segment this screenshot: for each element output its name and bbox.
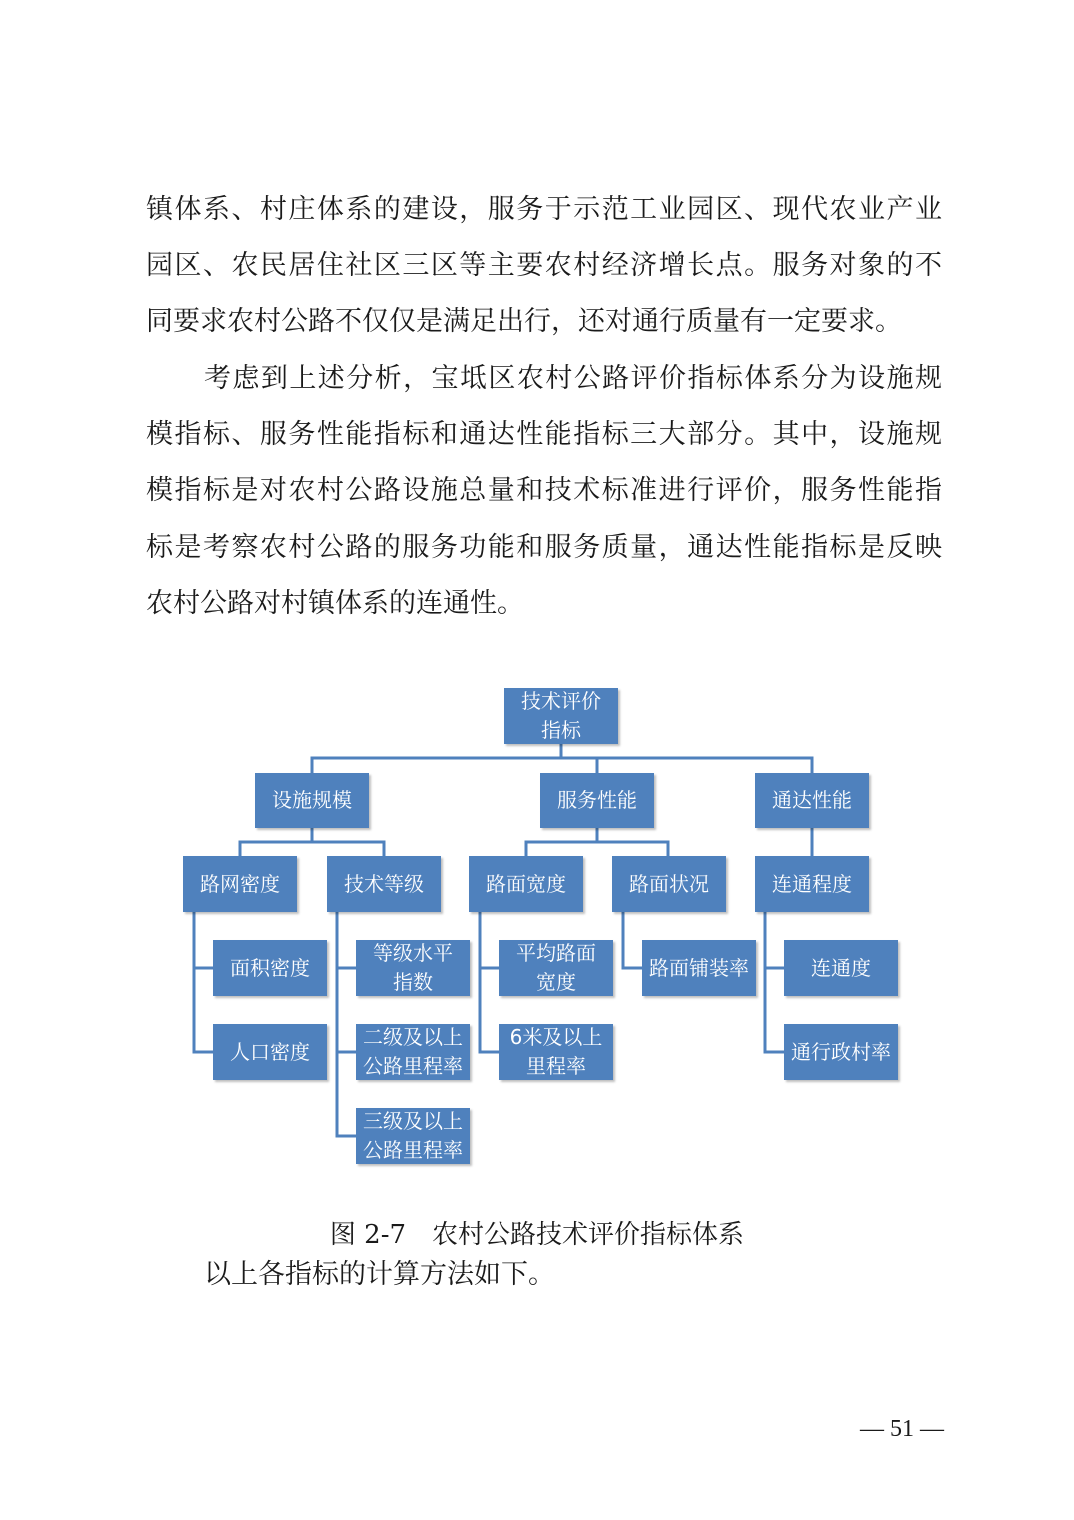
- leaf-node: 人口密度: [213, 1024, 327, 1080]
- sub-node: 路面状况: [612, 856, 726, 912]
- page-number: — 51 —: [860, 1416, 944, 1442]
- paragraph-line: 模指标、服务性能指标和通达性能指标三大部分。其中，设施规: [146, 419, 942, 450]
- leaf-node: 通行政村率: [784, 1024, 898, 1080]
- category-node: 通达性能: [755, 773, 869, 828]
- category-node: 服务性能: [540, 773, 654, 828]
- leaf-node: 等级水平 指数: [356, 940, 470, 996]
- paragraph-line: 同要求农村公路不仅仅是满足出行，还对通行质量有一定要求。: [146, 306, 902, 337]
- paragraph-line: 考虑到上述分析，宝坻区农村公路评价指标体系分为设施规: [204, 363, 942, 394]
- leaf-node: 面积密度: [213, 940, 327, 996]
- paragraph-line: 农村公路对村镇体系的连通性。: [146, 588, 524, 619]
- leaf-node: 连通度: [784, 940, 898, 996]
- leaf-node: 6米及以上 里程率: [499, 1024, 613, 1080]
- paragraph-line: 园区、农民居住社区三区等主要农村经济增长点。服务对象的不: [146, 250, 942, 281]
- leaf-node: 三级及以上 公路里程率: [356, 1108, 470, 1164]
- sub-node: 连通程度: [755, 856, 869, 912]
- leaf-node: 平均路面 宽度: [499, 940, 613, 996]
- leaf-node: 路面铺装率: [642, 940, 756, 996]
- category-node: 设施规模: [255, 773, 369, 828]
- paragraph-line: 标是考察农村公路的服务功能和服务质量，通达性能指标是反映: [146, 532, 942, 563]
- figure-caption: 图 2-7 农村公路技术评价指标体系: [329, 1220, 745, 1250]
- paragraph-line: 模指标是对农村公路设施总量和技术标准进行评价，服务性能指: [146, 475, 942, 506]
- sub-node: 技术等级: [327, 856, 441, 912]
- paragraph-line: 镇体系、村庄体系的建设，服务于示范工业园区、现代农业产业: [146, 194, 942, 225]
- paragraph-line: 以上各指标的计算方法如下。: [204, 1259, 555, 1290]
- root-node: 技术评价 指标: [504, 688, 618, 744]
- sub-node: 路面宽度: [469, 856, 583, 912]
- leaf-node: 二级及以上 公路里程率: [356, 1024, 470, 1080]
- sub-node: 路网密度: [183, 856, 297, 912]
